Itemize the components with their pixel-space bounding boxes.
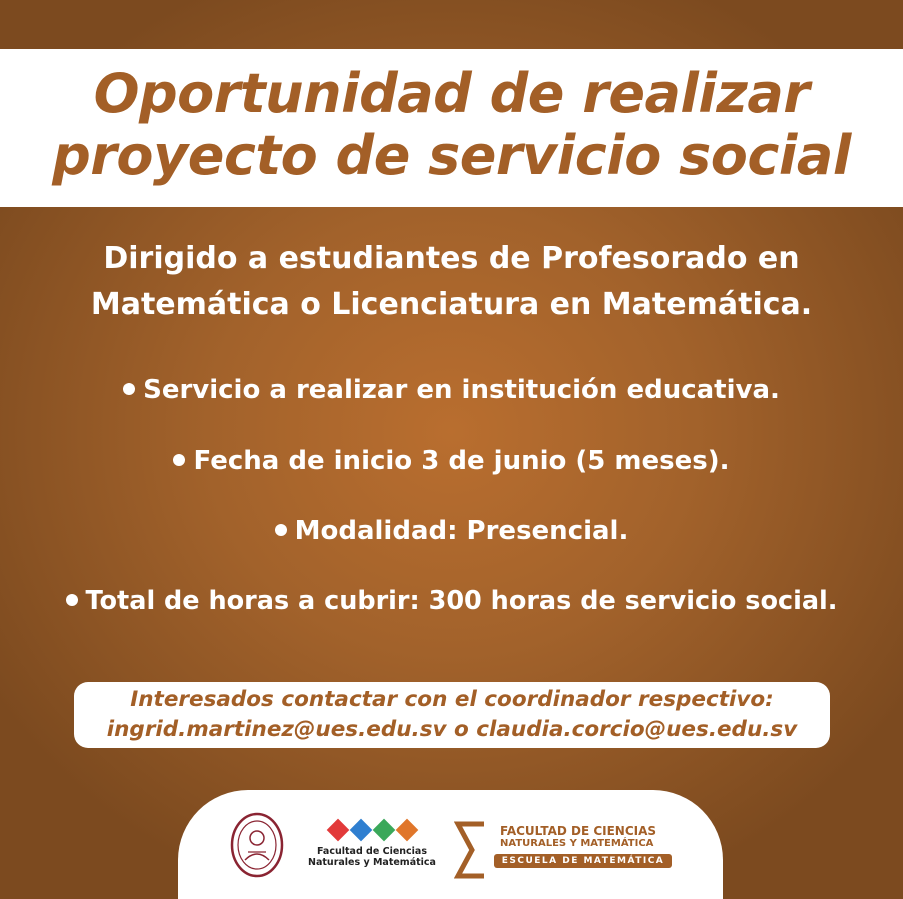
flask-icon — [326, 819, 349, 842]
title-line-2: proyecto de servicio social — [52, 124, 851, 187]
faculty-logo-line-1: Facultad de Ciencias — [317, 846, 427, 857]
audience-text — [0, 236, 903, 328]
atom-icon — [349, 819, 372, 842]
contact-intro: Interesados contactar con el coordinador respectivo: — [130, 687, 774, 712]
title-line-1: Oportunidad de realizar — [93, 62, 810, 125]
university-seal-icon — [230, 812, 284, 878]
bullet-item-modality — [0, 516, 903, 546]
contact-box — [74, 682, 830, 748]
bullet-item-hours — [0, 586, 903, 616]
footer-logos-panel — [178, 790, 723, 899]
bullet-item-start-date — [0, 446, 903, 476]
faculty-icons — [308, 820, 436, 840]
audience-line-2: Matemática o Licenciatura en Matemática. — [90, 287, 813, 322]
bullet-dot-icon — [275, 524, 287, 536]
sigma-icon — [395, 819, 418, 842]
dna-icon — [372, 819, 395, 842]
bullet-text: Fecha de inicio 3 de junio (5 meses). — [193, 446, 730, 476]
bullet-text: Total de horas a cubrir: 300 horas de servicio social. — [85, 586, 838, 616]
school-faculty-line-2: NATURALES Y MATEMÁTICA — [500, 838, 654, 849]
school-logo — [454, 820, 694, 880]
school-name-bar: ESCUELA DE MATEMÁTICA — [494, 854, 672, 868]
bullet-dot-icon — [173, 454, 185, 466]
faculty-logo — [308, 820, 436, 868]
title-band — [0, 49, 903, 207]
sigma-logo-icon — [454, 820, 488, 880]
bullet-item-service — [0, 375, 903, 405]
bullet-dot-icon — [123, 383, 135, 395]
bullet-dot-icon — [66, 594, 78, 606]
school-faculty-line-1: FACULTAD DE CIENCIAS — [500, 824, 657, 838]
audience-line-1: Dirigido a estudiantes de Profesorado en — [103, 241, 800, 276]
bullet-text: Modalidad: Presencial. — [294, 516, 629, 546]
faculty-logo-line-2: Naturales y Matemática — [308, 857, 436, 868]
bullet-text: Servicio a realizar en institución educativa. — [143, 375, 780, 405]
contact-emails[interactable]: ingrid.martinez@ues.edu.sv o claudia.corcio@ues.edu.sv — [106, 717, 798, 742]
